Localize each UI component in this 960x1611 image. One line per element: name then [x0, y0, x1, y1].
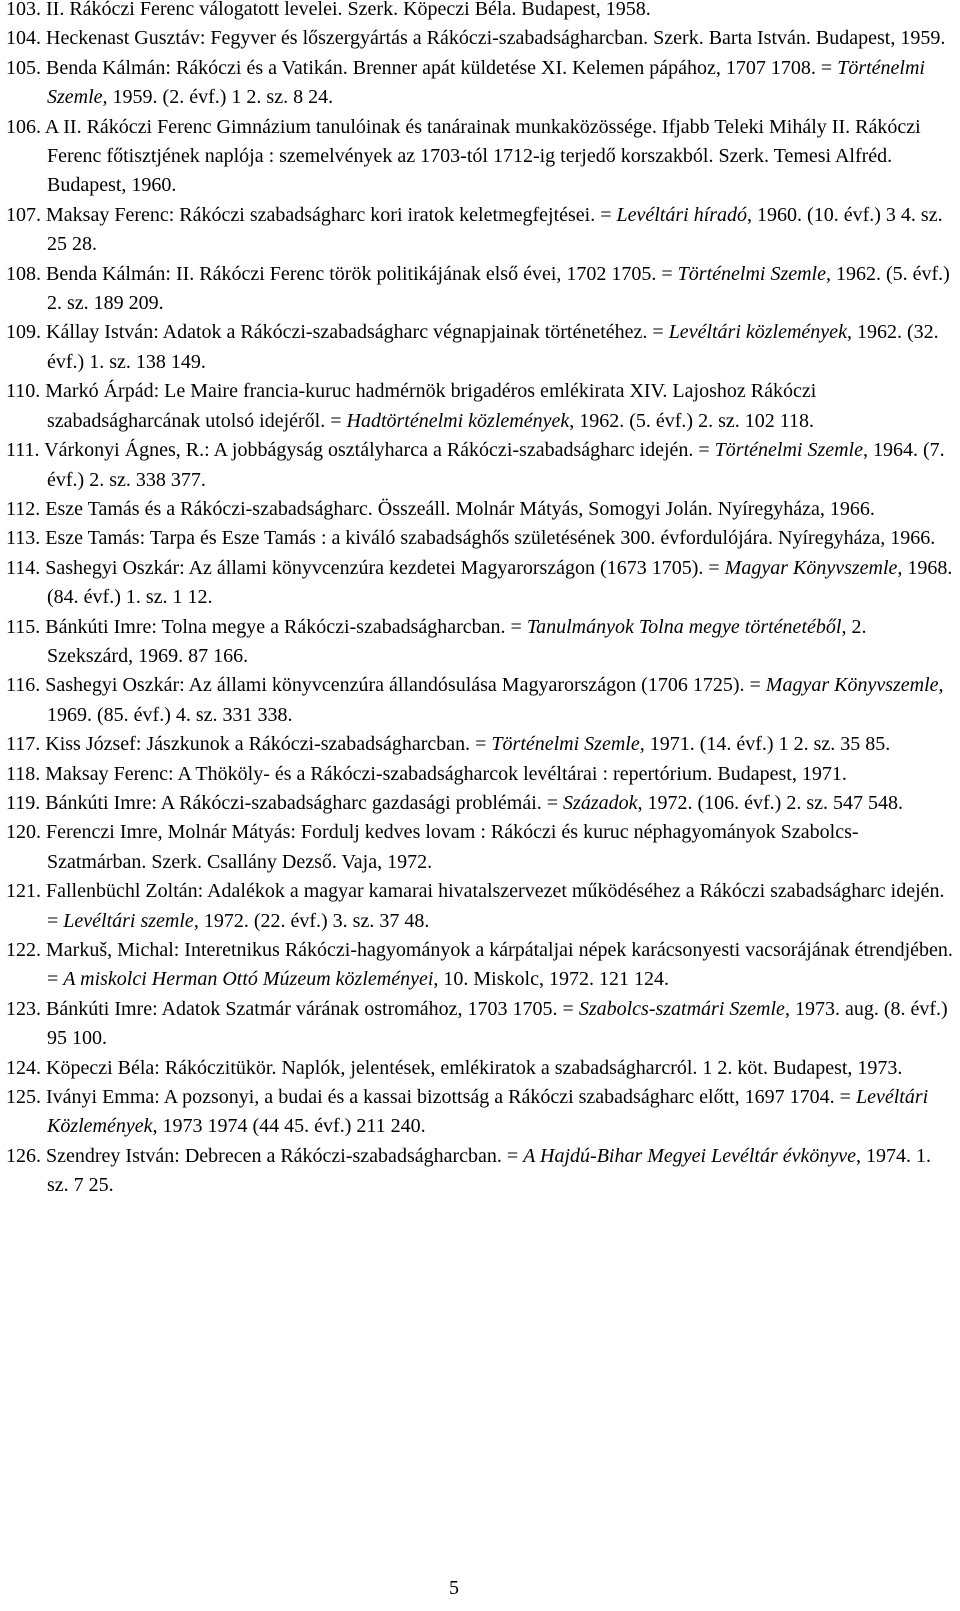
entry-text: , 1972. (22. évf.) 3. sz. 37 48.: [193, 909, 430, 932]
entry-text: , 1962. (5. évf.) 2. sz. 189 209.: [47, 262, 950, 315]
entry-text: , 2. Szekszárd, 1969. 87 166.: [47, 615, 867, 667]
entry-number: 113.: [6, 527, 41, 550]
entry-number: 121.: [6, 880, 41, 903]
bibliography-entry: [6, 1083, 956, 1142]
bibliography-entry: [6, 554, 956, 613]
entry-text: 1959. (2. évf.) 1 2. sz. 8 24.: [107, 86, 334, 109]
bibliography-entry: [6, 377, 956, 436]
entry-journal-title: Történelmi Szemle,: [47, 56, 925, 109]
entry-journal-title: Levéltári szemle: [63, 909, 194, 932]
bibliography-entry: [6, 524, 956, 553]
entry-text: Benda Kálmán: II. Rákóczi Ferenc török politikájának első évei, 1702 1705. =: [46, 262, 678, 285]
entry-number: 112.: [6, 497, 41, 520]
entry-number: 115.: [6, 615, 41, 638]
entry-text: Fallenbüchl Zoltán: Adalékok a magyar kamarai hivatalszervezet működéséhez a Rákóczi szabadságharc idején. =: [46, 880, 945, 932]
entry-number: 106.: [6, 115, 41, 138]
bibliography-entry: [6, 260, 956, 319]
entry-journal-title: Történelmi Szemle,: [491, 733, 645, 756]
entry-text: , 1962. (32. évf.) 1. sz. 138 149.: [47, 321, 939, 373]
entry-journal-title: Magyar Könyvszemle: [765, 674, 939, 697]
entry-number: 125.: [6, 1086, 41, 1109]
entry-number: 111.: [6, 439, 40, 462]
entry-text: , 1974. 1. sz. 7 25.: [47, 1144, 932, 1197]
entry-number: 105.: [6, 56, 41, 79]
entry-text: Bánkúti Imre: Tolna megye a Rákóczi-szabadságharcban. =: [45, 615, 527, 638]
entry-journal-title: Századok: [563, 791, 638, 814]
bibliography-entry: [6, 495, 956, 524]
entry-text: Szendrey István: Debrecen a Rákóczi-szabadságharcban. =: [46, 1144, 524, 1167]
bibliography-entry: [6, 877, 956, 936]
bibliography-entry: [6, 613, 956, 672]
entry-journal-title: Történelmi Szemle: [677, 262, 826, 285]
entry-text: Esze Tamás: Tarpa és Esze Tamás : a kiváló szabadsághős születésének 300. évfordulójára. Nyíregyháza, 1966.: [45, 527, 936, 550]
entry-text: Heckenast Gusztáv: Fegyver és lőszergyártás a Rákóczi-szabadságharcban. Szerk. Barta István. Budapest, 1959.: [46, 27, 946, 50]
entry-text: Kállay István: Adatok a Rákóczi-szabadságharc végnapjainak történetéhez. =: [46, 321, 669, 344]
bibliography-list: [6, 0, 956, 1201]
entry-text: Maksay Ferenc: A Thököly- és a Rákóczi-szabadságharcok levéltárai : repertórium. Budapest, 1971.: [45, 762, 847, 785]
entry-text: Bánkúti Imre: A Rákóczi-szabadságharc gazdasági problémái. =: [45, 791, 564, 814]
entry-text: Ferenczi Imre, Molnár Mátyás: Fordulj kedves lovam : Rákóczi és kuruc néphagyományok Szabolcs-Szatmárban. Szerk. Csallány Dezső. Vaja, 1972.: [46, 821, 859, 873]
entry-text: , 10. Miskolc, 1972. 121 124.: [433, 968, 669, 991]
entry-number: 114.: [6, 556, 41, 579]
entry-journal-title: A miskolci Herman Ottó Múzeum közleményei: [63, 968, 434, 991]
entry-text: 1968. (84. évf.) 1. sz. 1 12.: [47, 556, 953, 609]
bibliography-entry: [6, 730, 956, 759]
entry-number: 104.: [6, 27, 41, 50]
bibliography-entry: [6, 318, 956, 377]
bibliography-entry: [6, 1142, 956, 1201]
entry-number: 122.: [6, 939, 41, 961]
entry-number: 117.: [6, 733, 41, 756]
entry-number: 107.: [6, 203, 41, 226]
entry-number: 109.: [6, 321, 41, 344]
entry-text: Iványi Emma: A pozsonyi, a budai és a kassai bizottság a Rákóczi szabadságharc előtt, 1697 1704. =: [46, 1086, 856, 1109]
bibliography-entry: [6, 1054, 956, 1083]
bibliography-entry: [6, 201, 956, 260]
entry-journal-title: Tanulmányok Tolna megye történetéből: [526, 615, 842, 638]
bibliography-entry: [6, 24, 956, 53]
entry-text: Maksay Ferenc: Rákóczi szabadságharc kori iratok keletmegfejtései. =: [46, 203, 617, 226]
entry-text: , 1960. (10. évf.) 3 4. sz. 25 28.: [47, 203, 943, 256]
bibliography-entry: [6, 113, 956, 201]
entry-journal-title: Történelmi Szemle: [714, 439, 863, 462]
entry-text: Markó Árpád: Le Maire francia-kuruc hadmérnök brigadéros emlékirata XIV. Lajoshoz Rákóczi szabadságharcának utolsó idejéről. =: [45, 380, 817, 432]
entry-text: Benda Kálmán: Rákóczi és a Vatikán. Brenner apát küldetése XI. Kelemen pápához, 1707 1708. =: [46, 56, 838, 79]
entry-number: 108.: [6, 262, 41, 285]
entry-journal-title: Levéltári Közlemények: [47, 1086, 929, 1138]
entry-number: 119.: [6, 791, 41, 814]
entry-number: 110.: [6, 380, 41, 403]
entry-text: Kiss József: Jászkunok a Rákóczi-szabadságharcban. =: [45, 733, 492, 756]
entry-text: , 1969. (85. évf.) 4. sz. 331 338.: [47, 674, 944, 726]
entry-journal-title: Hadtörténelmi közlemények: [346, 409, 570, 432]
entry-journal-title: A Hajdú-Bihar Megyei Levéltár évkönyve: [523, 1144, 857, 1167]
entry-text: Bánkúti Imre: Adatok Szatmár várának ostromához, 1703 1705. =: [46, 997, 579, 1020]
entry-text: Sashegyi Oszkár: Az állami könyvcenzúra állandósulása Magyarországon (1706 1725). =: [45, 674, 766, 697]
entry-text: II. Rákóczi Ferenc válogatott levelei. Szerk. Köpeczi Béla. Budapest, 1958.: [46, 0, 651, 20]
entry-number: 126.: [6, 1144, 41, 1167]
entry-text: , 1962. (5. évf.) 2. sz. 102 118.: [569, 409, 814, 432]
bibliography-entry: [6, 54, 956, 113]
entry-number: 116.: [6, 674, 41, 697]
bibliography-entry: [6, 436, 956, 495]
entry-journal-title: Szabolcs-szatmári Szemle: [578, 997, 785, 1020]
entry-journal-title: Magyar Könyvszemle,: [724, 556, 903, 579]
entry-text: Köpeczi Béla: Rákóczitükör. Naplók, jelentések, emlékiratok a szabadságharcról. 1 2. köt. Budapest, 1973.: [46, 1056, 903, 1079]
page-number: 5: [449, 1577, 459, 1599]
entry-number: 120.: [6, 821, 41, 844]
entry-number: 124.: [6, 1056, 41, 1079]
bibliography-entry: [6, 818, 956, 877]
bibliography-entry: [6, 995, 956, 1054]
entry-journal-title: Levéltári közlemények: [668, 321, 847, 344]
entry-text: , 1973 1974 (44 45. évf.) 211 240.: [152, 1115, 426, 1138]
entry-text: , 1964. (7. évf.) 2. sz. 338 377.: [47, 439, 945, 491]
entry-text: A II. Rákóczi Ferenc Gimnázium tanulóinak és tanárainak munkaközössége. Ifjabb Teleki Mihály II. Rákóczi Ferenc főtisztjének naplója : szemelvények az 1703-tól 1712-ig terjedő korszakból. Szerk. Temesi Alfréd. Budapest, 1960.: [44, 115, 921, 197]
entry-text: Várkonyi Ágnes, R.: A jobbágyság osztályharca a Rákóczi-szabadságharc idején. =: [44, 439, 715, 462]
entry-text: , 1972. (106. évf.) 2. sz. 547 548.: [637, 791, 904, 814]
entry-text: Markuš, Michal: Interetnikus Rákóczi-hagyományok a kárpátaljai népek karácsonyesti vacsorájának étrendjében. =: [46, 939, 953, 991]
bibliography-entry: [6, 760, 956, 789]
entry-text: 1971. (14. évf.) 1 2. sz. 35 85.: [644, 733, 891, 756]
entry-number: 118.: [6, 762, 41, 785]
entry-text: , 1973. aug. (8. évf.) 95 100.: [47, 997, 948, 1050]
bibliography-entry: [6, 789, 956, 818]
bibliography-entry: [6, 0, 956, 24]
bibliography-entry: [6, 936, 956, 995]
entry-text: Esze Tamás és a Rákóczi-szabadságharc. Összeáll. Molnár Mátyás, Somogyi Jolán. Nyíregyháza, 1966.: [45, 497, 875, 520]
entry-text: Sashegyi Oszkár: Az állami könyvcenzúra kezdetei Magyarországon (1673 1705). =: [45, 556, 725, 579]
entry-number: 123.: [6, 997, 41, 1020]
bibliography-entry: [6, 671, 956, 730]
entry-number: 103.: [6, 0, 41, 20]
entry-journal-title: Levéltári híradó: [616, 203, 748, 226]
